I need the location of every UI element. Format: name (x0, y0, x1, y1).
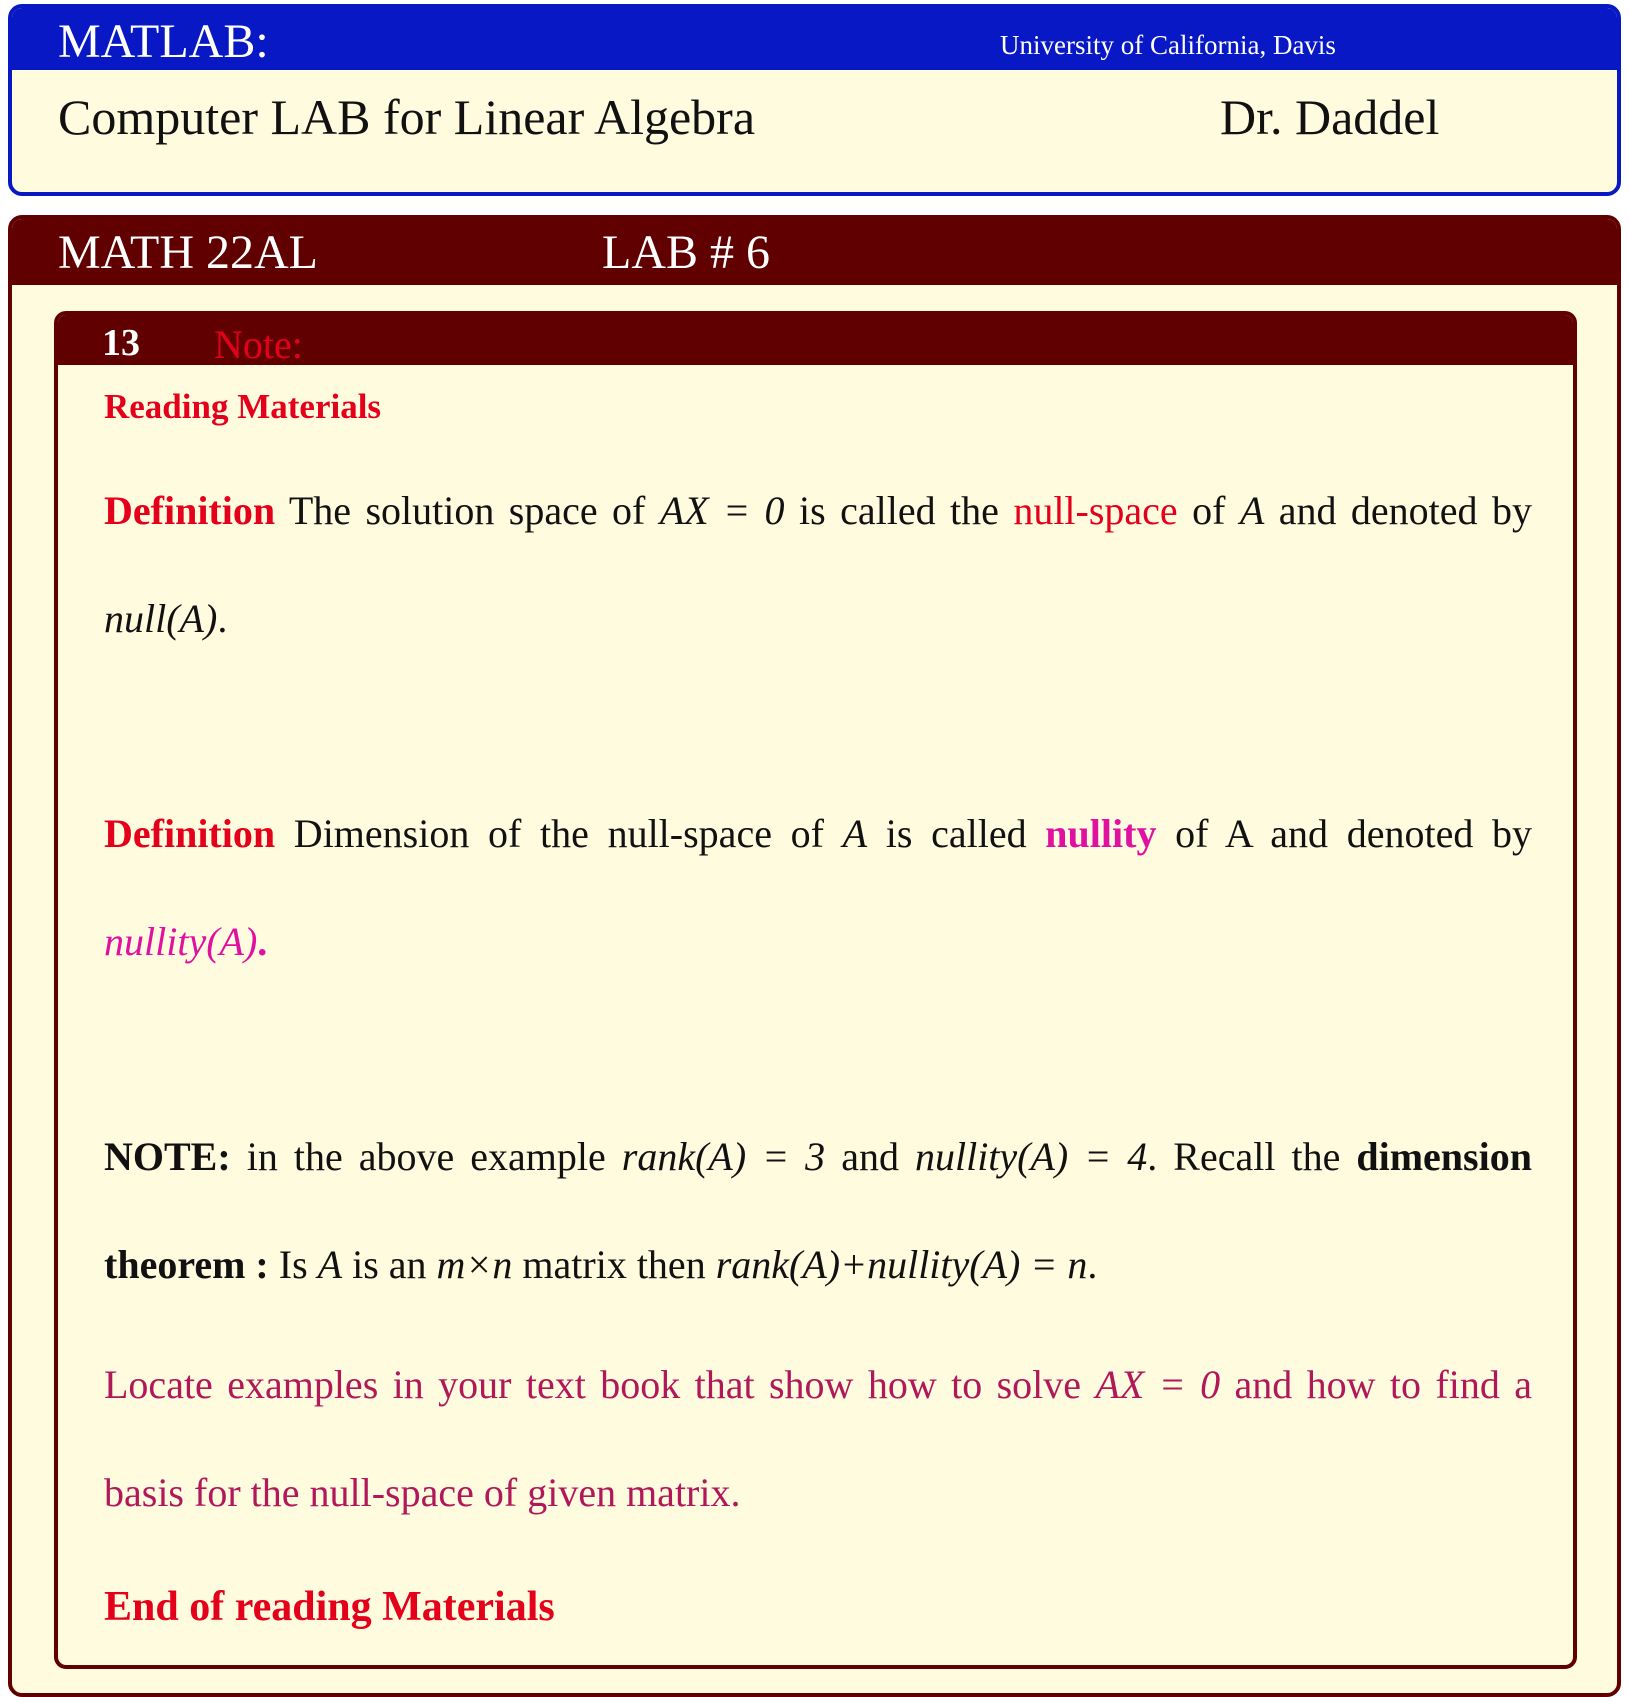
definition-nullity (104, 780, 1532, 996)
text: . Recall the (1147, 1134, 1357, 1179)
text: is called (867, 811, 1046, 856)
matlab-title: MATLAB: (58, 15, 269, 68)
null-space-term: null-space (1013, 488, 1178, 533)
math-variable: A (842, 811, 868, 856)
matrix-size: m×n (436, 1242, 513, 1287)
math-expression: AX = 0 (659, 488, 785, 533)
instructor-name: Dr. Daddel (1220, 89, 1440, 145)
rank-equation: rank(A) = 3 (621, 1134, 826, 1179)
nullity-term: nullity (1045, 811, 1157, 856)
note-dimension-theorem (104, 1103, 1532, 1319)
note-label: Note: (214, 322, 303, 367)
header-bar (12, 8, 1617, 70)
dimension-formula: rank(A)+nullity(A) = n (715, 1242, 1088, 1287)
text: is called the (784, 488, 1014, 533)
lab-number: LAB # 6 (602, 226, 770, 279)
university-name: University of California, Davis (1000, 30, 1336, 60)
locate-examples-instruction (104, 1331, 1532, 1547)
null-notation: null(A) (104, 596, 218, 641)
text: and how to find a basis for the null-space of given matrix. (104, 1362, 1532, 1515)
lab-bar (12, 219, 1617, 285)
end-heading: End of reading Materials (104, 1584, 555, 1630)
course-code: MATH 22AL (58, 226, 318, 279)
text: The solution space of (275, 488, 660, 533)
text: of A and denoted by (1156, 811, 1533, 856)
math-variable: A (1239, 488, 1265, 533)
text: . (1087, 1242, 1098, 1287)
text: . (257, 919, 268, 964)
definition-null-space (104, 457, 1532, 673)
text: Locate examples in your text book that show how to solve (104, 1362, 1096, 1407)
header-banner (8, 4, 1621, 196)
text: and denoted by (1264, 488, 1532, 533)
definition-term: Definition (104, 488, 276, 533)
dimension-theorem-term: dimension theorem : (104, 1134, 1532, 1287)
note-term: NOTE: (104, 1134, 231, 1179)
text: of (1177, 488, 1240, 533)
text: and (825, 1134, 915, 1179)
text: . (217, 596, 228, 641)
text: in the above example (230, 1134, 622, 1179)
text: Dimension of the null-space of (275, 811, 843, 856)
course-title: Computer LAB for Linear Algebra (58, 89, 756, 145)
reading-heading: Reading Materials (104, 387, 382, 426)
definition-term: Definition (104, 811, 276, 856)
note-bar (58, 315, 1573, 365)
note-panel (54, 311, 1577, 1669)
math-expression: AX = 0 (1095, 1362, 1221, 1407)
note-number: 13 (102, 322, 140, 364)
text: matrix then (512, 1242, 716, 1287)
text: is an (342, 1242, 437, 1287)
nullity-equation: nullity(A) = 4 (914, 1134, 1148, 1179)
nullity-notation: nullity(A) (104, 919, 258, 964)
math-variable: A (317, 1242, 343, 1287)
text: Is (268, 1242, 318, 1287)
